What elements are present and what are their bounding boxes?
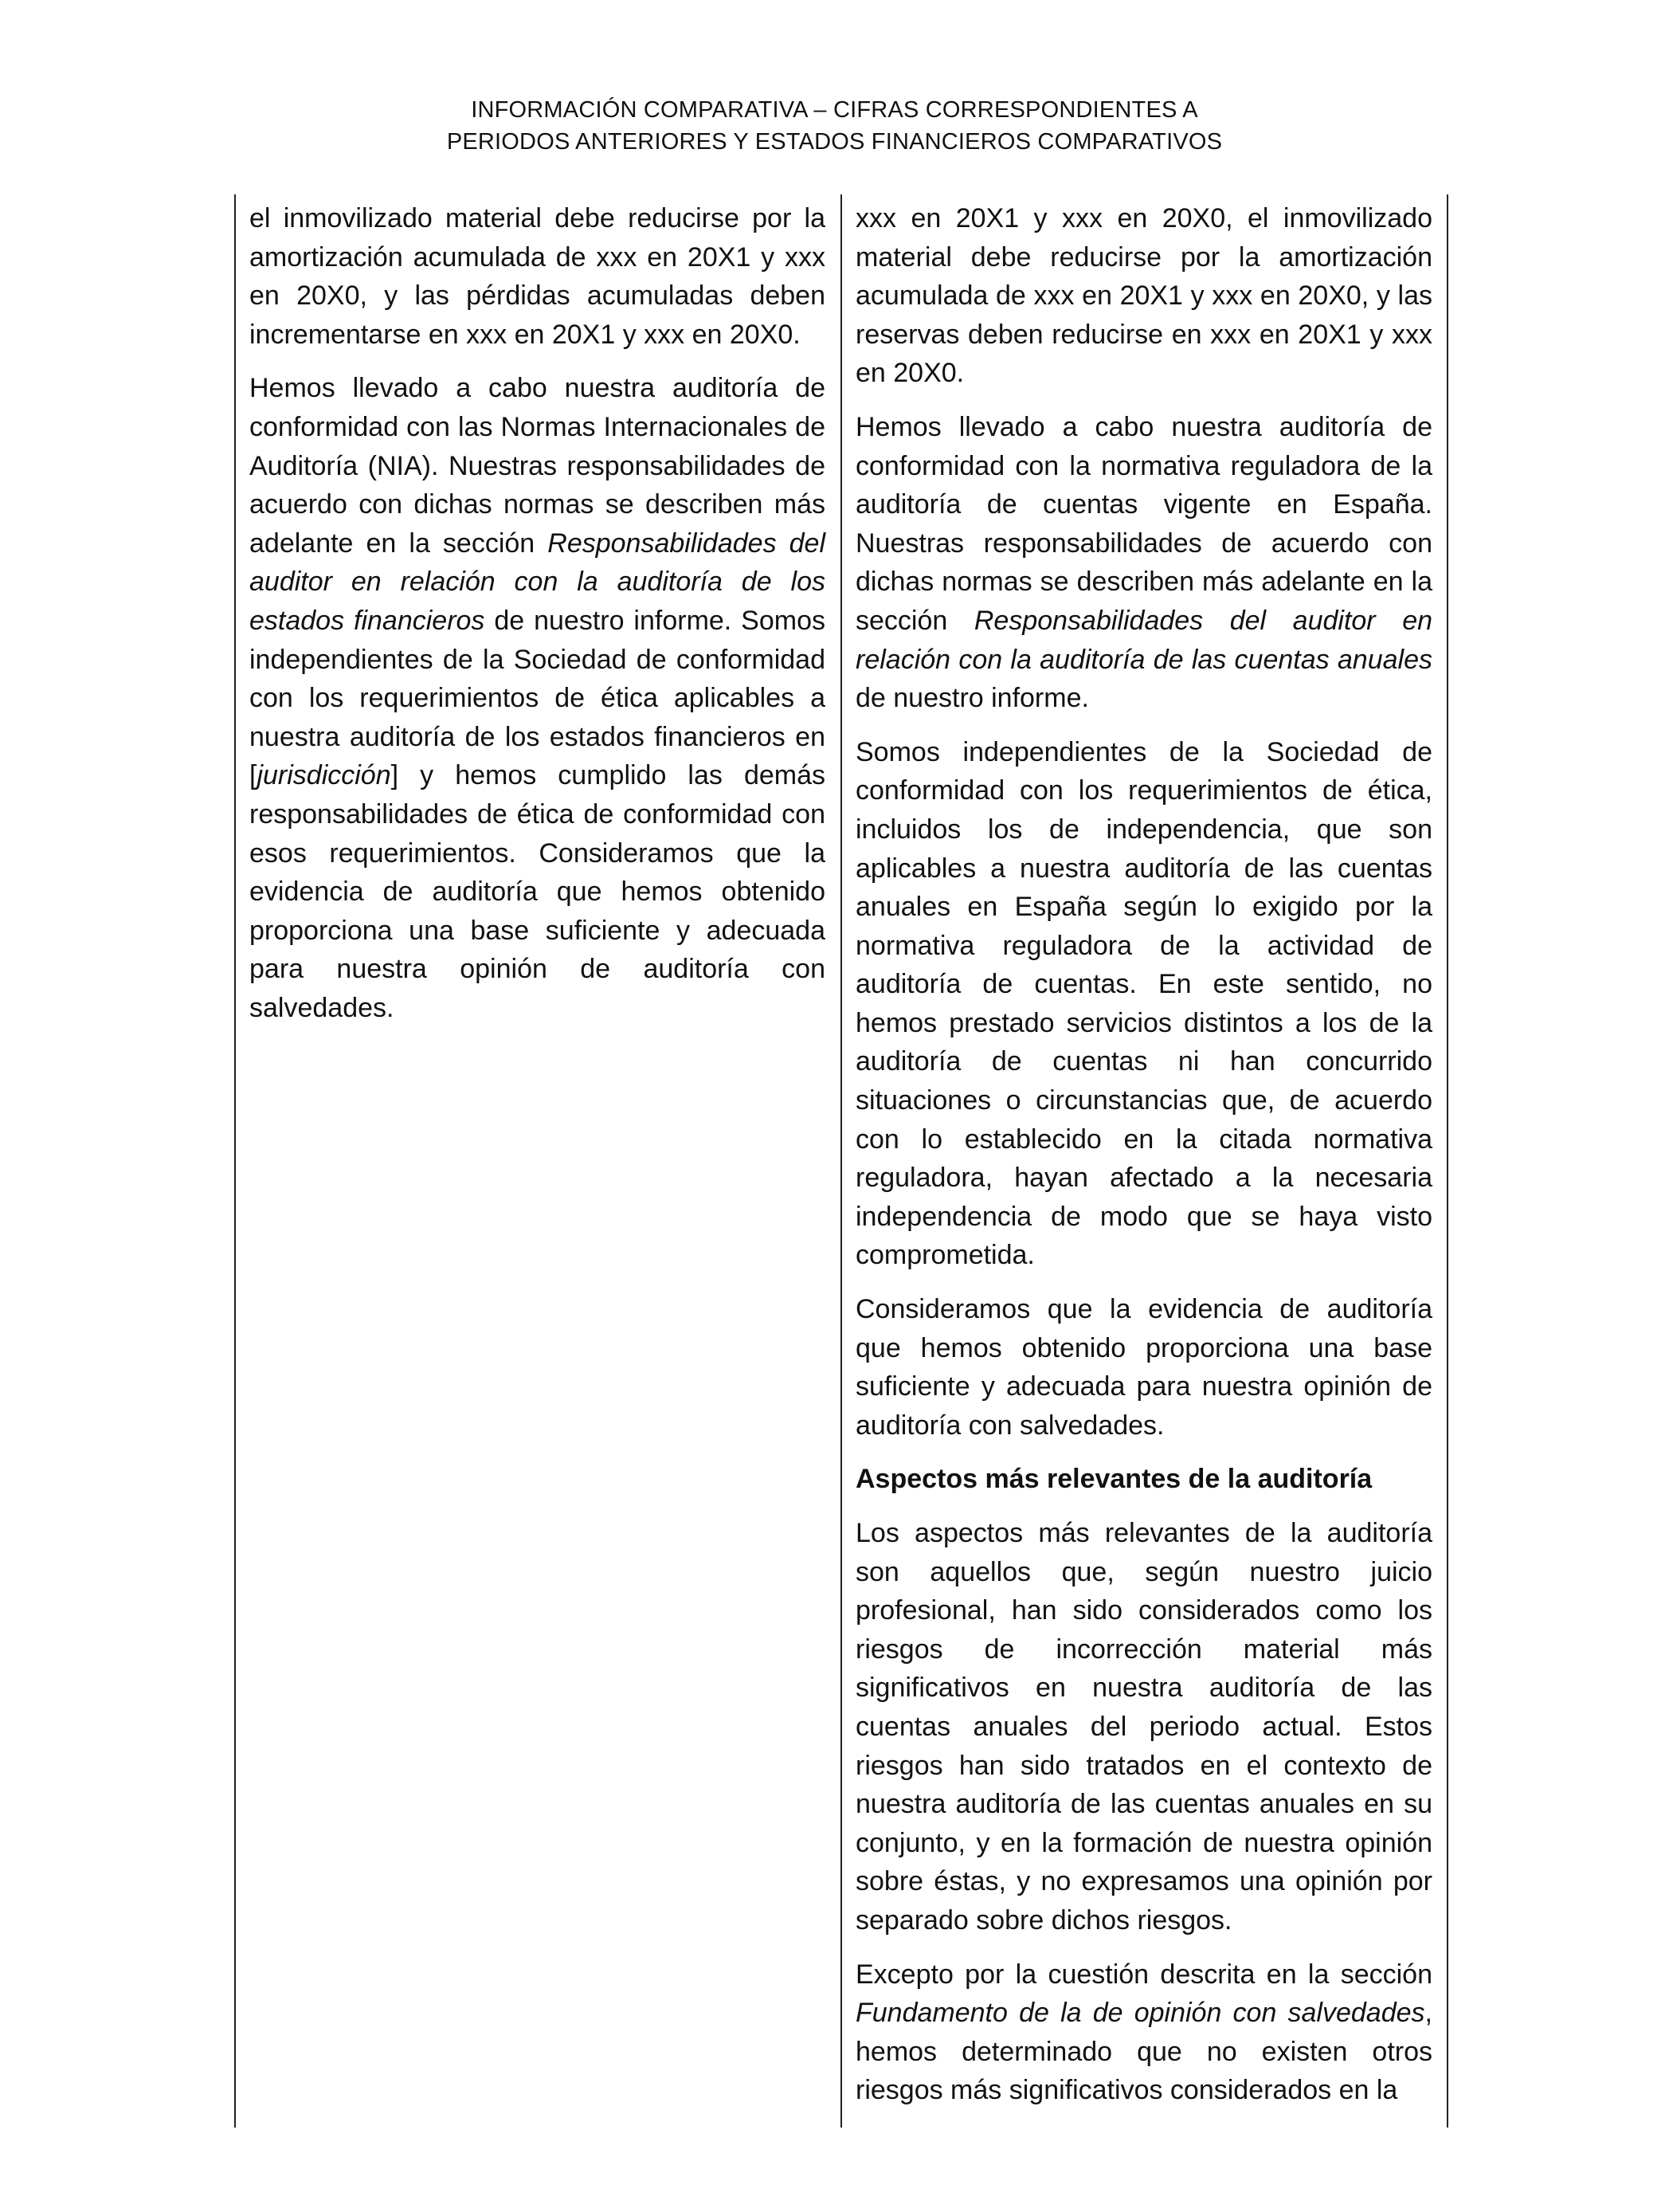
right-p6-text-c: , hemos determinado que no existen otros riesgos más significativos considerados en la [856, 1998, 1432, 2106]
left-p2-italic-jurisdiction: jurisdicción [257, 760, 391, 791]
left-column [249, 199, 825, 1042]
header-line-2: PERIODOS ANTERIORES Y ESTADOS FINANCIEROS COMPARATIVOS [446, 129, 1223, 155]
left-p2-text-e: ] y hemos cumplido las demás responsabilidades de ética de conformidad con esos requerimientos. Consideramos que la evidencia de auditoría que hemos obtenido proporciona una base suficiente y adecuada para nuestra opinión de auditoría con salvedades. [249, 760, 825, 1023]
right-paragraph-1: xxx en 20X1 y xxx en 20X0, el inmovilizado material debe reducirse por la amortización acumulada de xxx en 20X1 y xxx en 20X0, y las reservas deben reducirse en xxx en 20X1 y xxx en 20X0. [856, 203, 1432, 389]
right-p2-italic-section: Responsabilidades del auditor en relación con la auditoría de las cuentas anuales [856, 605, 1433, 675]
right-p6-text-a: Excepto por la cuestión descrita en la sección [856, 1959, 1432, 1990]
left-p2-text-a: Hemos llevado a cabo nuestra auditoría de conformidad con las Normas Internacionales de Auditoría (NIA). Nuestras responsabilidades de acuerdo con dichas normas se describen más adelante en la sección [249, 373, 825, 559]
right-paragraph-5: Los aspectos más relevantes de la auditoría son aquellos que, según nuestro juicio profesional, han sido considerados como los riesgos de incorrección material más significativos en nuestra auditoría de las cuentas anuales del periodo actual. Estos riesgos han sido tratados en el contexto de nuestra auditoría de las cuentas anuales en su conjunto, y en la formación de nuestra opinión sobre éstas, y no expresamos una opinión por separado sobre dichos riesgos. [856, 1518, 1432, 1936]
left-paragraph-2 [249, 369, 825, 1027]
right-p6-italic-section: Fundamento de la de opinión con salvedades [856, 1998, 1425, 2029]
column-rule-right [1447, 194, 1448, 2128]
header-line-1: INFORMACIÓN COMPARATIVA – CIFRAS CORRESPONDIENTES A [471, 97, 1198, 123]
right-paragraph-2 [856, 408, 1432, 718]
right-p2-text-c: de nuestro informe. [856, 683, 1089, 714]
right-paragraph-4: Consideramos que la evidencia de auditoría que hemos obtenido proporciona una base suficiente y adecuada para nuestra opinión de auditoría con salvedades. [856, 1294, 1432, 1441]
left-p2-italic-section: Responsabilidades del auditor en relación con la auditoría de los estados financieros [249, 528, 826, 636]
column-rule-left [234, 194, 236, 2128]
page-header [0, 94, 1669, 158]
section-heading: Aspectos más relevantes de la auditoría [856, 1464, 1373, 1495]
right-column [856, 199, 1432, 2110]
column-rule-middle [840, 194, 842, 2128]
right-paragraph-6 [856, 1955, 1432, 2110]
left-p2-text-c: de nuestro informe. Somos independientes de la Sociedad de conformidad con los requerimientos de ética aplicables a nuestra auditoría de los estados financieros en [ [249, 605, 825, 791]
right-paragraph-3: Somos independientes de la Sociedad de conformidad con los requerimientos de ética, incluidos los de independencia, que son aplicables a nuestra auditoría de las cuentas anuales en España según lo exigido por la normativa reguladora de la actividad de auditoría de cuentas. En este sentido, no hemos prestado servicios distintos a los de la auditoría de cuentas ni han concurrido situaciones o circunstancias que, de acuerdo con lo establecido en la citada normativa reguladora, hayan afectado a la necesaria independencia de modo que se haya visto comprometida. [856, 736, 1432, 1271]
right-p2-text-a: Hemos llevado a cabo nuestra auditoría de conformidad con la normativa reguladora de la auditoría de cuentas vigente en España. Nuestras responsabilidades de acuerdo con dichas normas se describen más adelante en la sección [856, 411, 1432, 636]
left-paragraph-1: el inmovilizado material debe reducirse por la amortización acumulada de xxx en 20X1 y xxx en 20X0, y las pérdidas acumuladas deben incrementarse en xxx en 20X1 y xxx en 20X0. [249, 203, 825, 350]
